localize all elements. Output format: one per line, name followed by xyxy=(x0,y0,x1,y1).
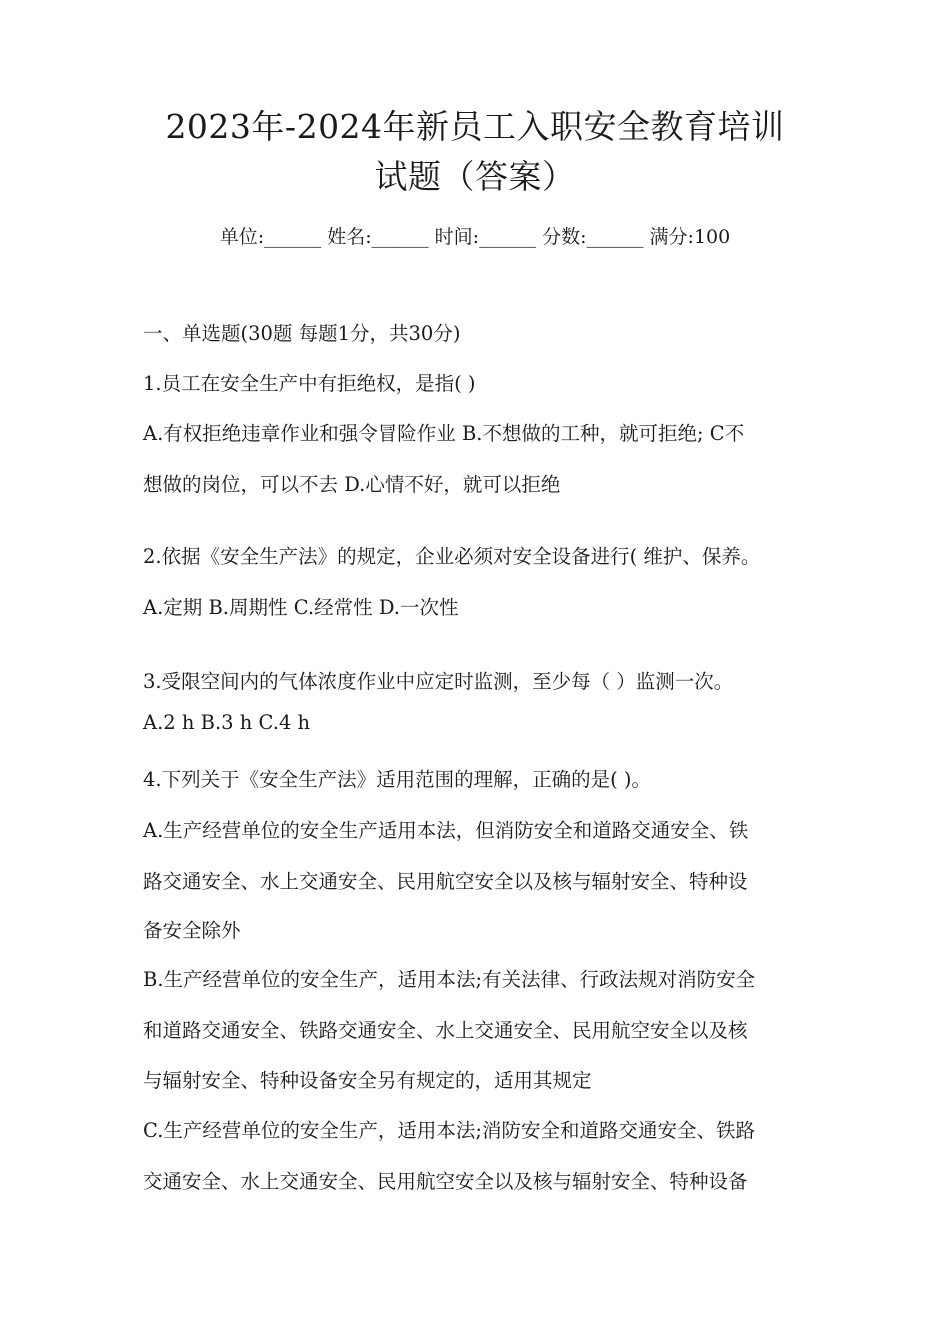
question-option-line: 交通安全、水上交通安全、民用航空安全以及核与辐射安全、特种设备 xyxy=(143,1170,748,1193)
question-option-line: 和道路交通安全、铁路交通安全、水上交通安全、民用航空安全以及核 xyxy=(143,1019,748,1042)
document-title-line-1: 2023年-2024年新员工入职安全教育培训 xyxy=(165,107,785,146)
question-stem: 3.受限空间内的气体浓度作业中应定时监测，至少每（ ）监测一次。 xyxy=(143,670,734,693)
question-stem: 2.依据《安全生产法》的规定，企业必须对安全设备进行( 维护、保养。 xyxy=(143,545,761,568)
question-option-line: A.定期 B.周期性 C.经常性 D.一次性 xyxy=(143,596,459,619)
question-stem: 1.员工在安全生产中有拒绝权，是指( ) xyxy=(143,372,476,395)
question-option-line: A.生产经营单位的安全生产适用本法，但消防安全和道路交通安全、铁 xyxy=(143,819,749,842)
question-option-line: 想做的岗位，可以不去 D.心情不好，就可以拒绝 xyxy=(143,473,561,496)
question-option-line: A.有权拒绝违章作业和强令冒险作业 B.不想做的工种，就可拒绝; C不 xyxy=(143,422,745,445)
question-option-line: A.2 h B.3 h C.4 h xyxy=(143,711,311,734)
section-heading: 一、单选题(30题 每题1分，共30分) xyxy=(143,322,461,345)
question-option-line: 路交通安全、水上交通安全、民用航空安全以及核与辐射安全、特种设 xyxy=(143,870,748,893)
question-option-line: 备安全除外 xyxy=(143,919,241,942)
document-title-line-2: 试题（答案） xyxy=(374,157,576,196)
question-option-line: B.生产经营单位的安全生产，适用本法;有关法律、行政法规对消防安全 xyxy=(143,968,756,991)
question-option-line: C.生产经营单位的安全生产，适用本法;消防安全和道路交通安全、铁路 xyxy=(143,1119,755,1142)
question-option-line: 与辐射安全、特种设备安全另有规定的，适用其规定 xyxy=(143,1069,592,1092)
exam-info-line: 单位:______ 姓名:______ 时间:______ 分数:______ 满分:100 xyxy=(219,226,731,248)
question-stem: 4.下列关于《安全生产法》适用范围的理解，正确的是( )。 xyxy=(143,768,652,791)
